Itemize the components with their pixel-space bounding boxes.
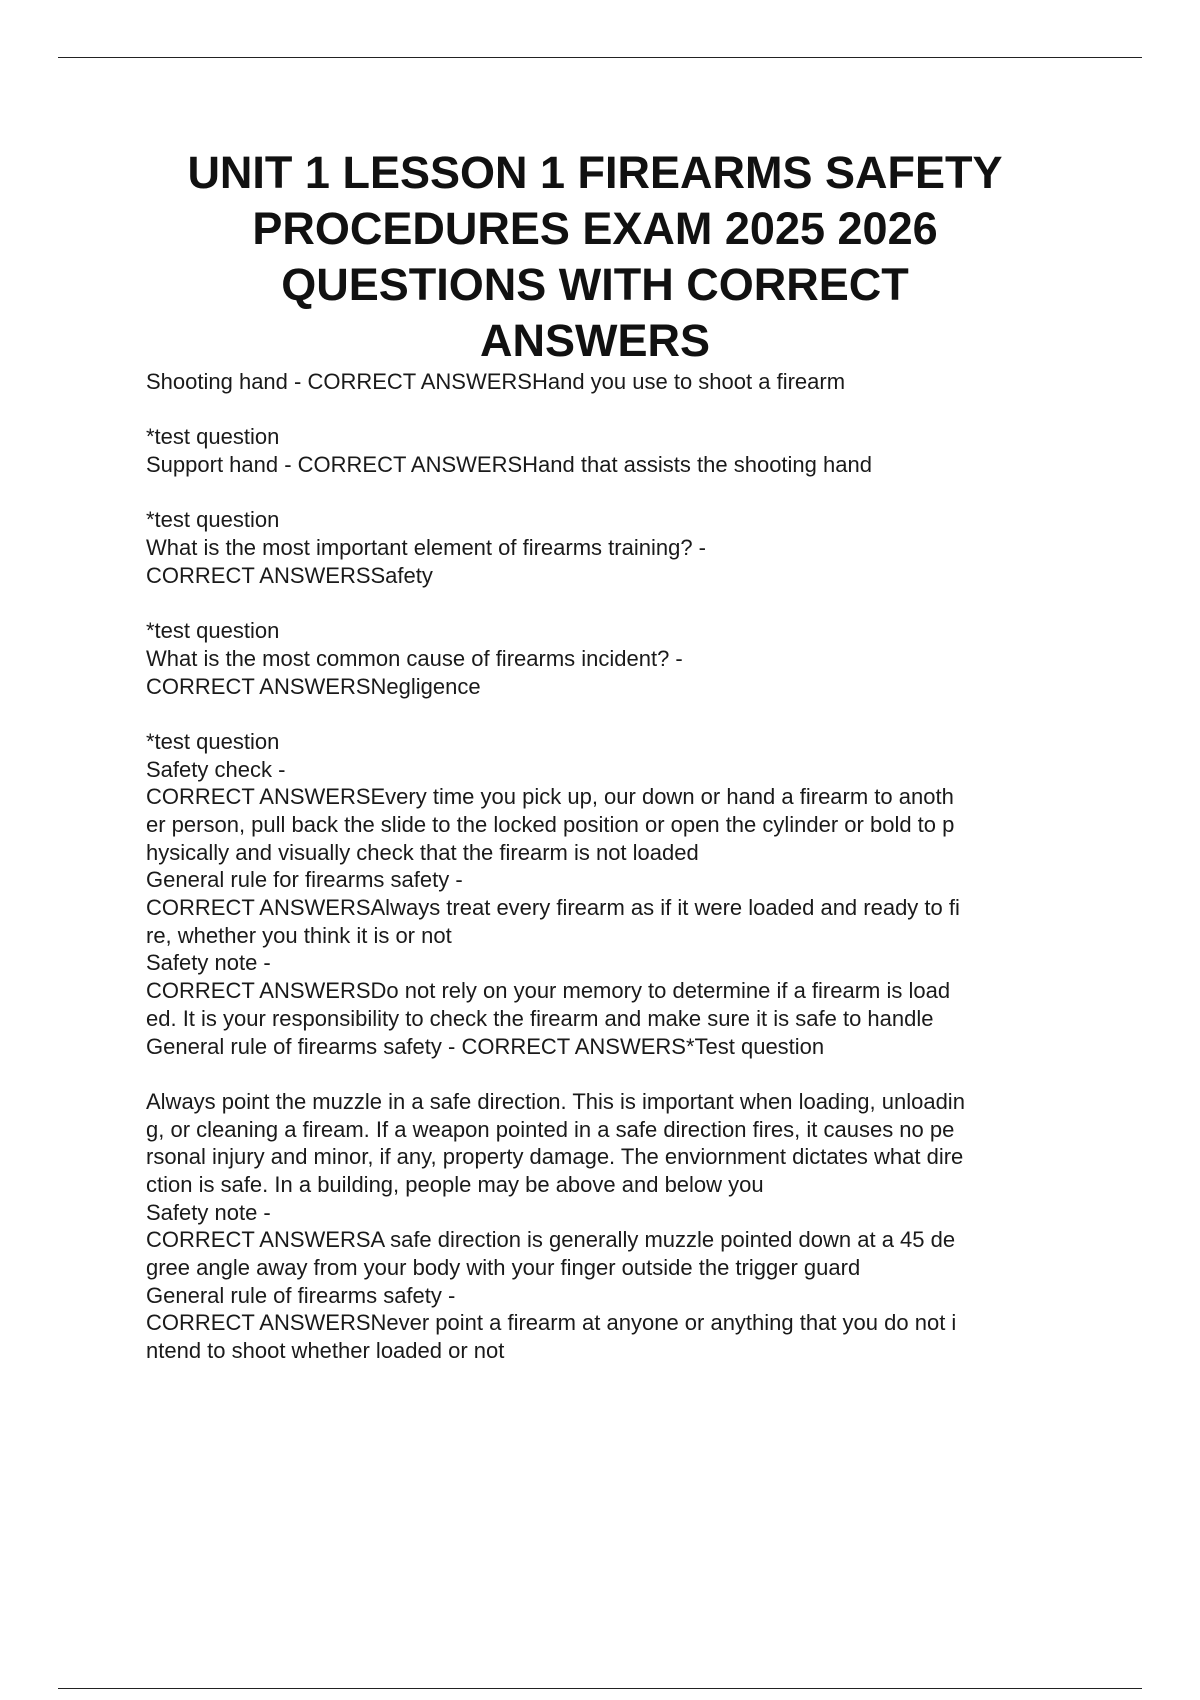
paragraph-spacer [146, 479, 1086, 507]
body-text-line: er person, pull back the slide to the locked position or open the cylinder or bold to p [146, 812, 955, 837]
paragraph-spacer [146, 1060, 1086, 1088]
header-rule [58, 57, 1142, 58]
body-text-line: What is the most common cause of firearms incident? - [146, 645, 683, 671]
body-text-line: Safety check - [146, 756, 286, 782]
body-text-line: CORRECT ANSWERSNever point a firearm at anyone or anything that you do not i [146, 1310, 957, 1336]
body-text-line: CORRECT ANSWERSEvery time you pick up, our down or hand a firearm to anoth [146, 784, 954, 810]
paragraph-spacer [146, 396, 1086, 424]
footer-rule [58, 1688, 1142, 1689]
paragraph-spacer [146, 700, 1086, 728]
title-line: QUESTIONS WITH CORRECT [281, 259, 909, 310]
body-text-line: re, whether you think it is or not [146, 922, 452, 948]
body-text-line: ed. It is your responsibility to check the firearm and make sure it is safe to handle [146, 1005, 934, 1031]
title-line: UNIT 1 LESSON 1 FIREARMS SAFETY [187, 147, 1003, 198]
body-text-line: CORRECT ANSWERSAlways treat every firearm as if it were loaded and ready to fi [146, 895, 960, 921]
document-title [120, 145, 1070, 369]
body-text-line: General rule of firearms safety - CORRECT ANSWERS*Test question [146, 1033, 825, 1059]
body-text-line: General rule of firearms safety - [146, 1282, 456, 1308]
body-text-line: rsonal injury and minor, if any, property damage. The enviornment dictates what dire [146, 1144, 964, 1170]
body-text-line: Always point the muzzle in a safe direction. This is important when loading, unloadin [146, 1088, 965, 1114]
body-text-line: hysically and visually check that the firearm is not loaded [146, 839, 699, 865]
body-text-line: Shooting hand - CORRECT ANSWERSHand you use to shoot a firearm [146, 369, 846, 394]
body-text-line: *test question [146, 728, 280, 754]
body-text-line: Support hand - CORRECT ANSWERSHand that assists the shooting hand [146, 452, 872, 478]
body-text-line: CORRECT ANSWERSNegligence [146, 673, 481, 699]
body-text-line: *test question [146, 424, 280, 450]
title-line: ANSWERS [479, 315, 710, 366]
title-line: PROCEDURES EXAM 2025 2026 [252, 203, 938, 254]
body-text-line: gree angle away from your body with your finger outside the trigger guard [146, 1255, 861, 1280]
body-text-line: CORRECT ANSWERSSafety [146, 562, 433, 588]
body-text-line: ntend to shoot whether loaded or not [146, 1338, 505, 1364]
body-text-line: Safety note - [146, 950, 271, 976]
body-text-line: *test question [146, 618, 280, 644]
body-text-line: What is the most important element of firearms training? - [146, 535, 706, 561]
body-text-line: CORRECT ANSWERSA safe direction is generally muzzle pointed down at a 45 de [146, 1227, 956, 1253]
body-text-line: g, or cleaning a fiream. If a weapon pointed in a safe direction fires, it causes no pe [146, 1116, 955, 1142]
body-text-line: ction is safe. In a building, people may be above and below you [146, 1171, 764, 1197]
body-text-line: General rule for firearms safety - [146, 867, 463, 893]
body-text-line: *test question [146, 507, 280, 533]
body-text-line: Safety note - [146, 1199, 271, 1225]
body-text-line: CORRECT ANSWERSDo not rely on your memory to determine if a firearm is load [146, 978, 951, 1004]
paragraph-spacer [146, 590, 1086, 618]
document-body [146, 368, 1086, 1365]
